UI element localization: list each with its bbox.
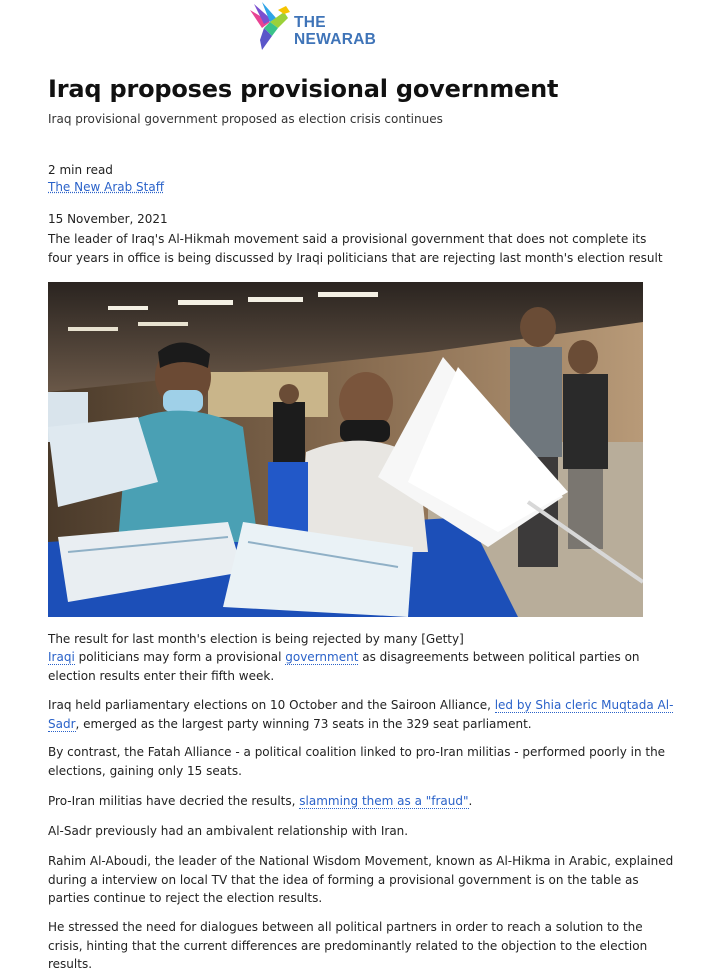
- paragraph-3: By contrast, the Fatah Alliance - a political coalition linked to pro-Iran militias - performed poorly in the elections, gaining only 15 seats.: [48, 745, 666, 778]
- article-title: Iraq proposes provisional government: [48, 75, 559, 103]
- paragraph-7: He stressed the need for dialogues between all political partners in order to reach a solution to the crisis, hinting that the current differences are predominantly related to the objection to the election results.: [48, 920, 648, 971]
- paragraph-4-text-a: Pro-Iran militias have decried the results,: [48, 794, 300, 808]
- paragraph-4: [48, 792, 678, 811]
- government-link[interactable]: government: [285, 650, 359, 664]
- al-sadr-link[interactable]: led by Shia cleric Muqtada Al-Sadr: [48, 698, 674, 731]
- paragraph-1-text-a: politicians may form a provisional: [74, 650, 286, 664]
- paragraph-6: Rahim Al-Aboudi, the leader of the National Wisdom Movement, known as Al-Hikma in Arabic, explained during a interview on local TV that the idea of forming a provisional government is on the table as parties continue to reject the election results.: [48, 854, 674, 905]
- paragraph-1: [48, 648, 678, 685]
- iraqi-link[interactable]: Iraqi: [48, 650, 75, 664]
- hummingbird-logo-icon: [248, 2, 292, 52]
- logo-text-line2: NEWARAB: [294, 31, 377, 48]
- paragraph-2-text-a: Iraq held parliamentary elections on 10 October and the Sairoon Alliance,: [48, 698, 495, 712]
- article-standfirst: The leader of Iraq's Al-Hikmah movement said a provisional government that does not complete its four years in office is being discussed by Iraqi politicians that are rejecting last month's election result: [48, 232, 663, 265]
- author-link[interactable]: The New Arab Staff: [48, 180, 164, 194]
- photo-caption: The result for last month's election is being rejected by many [Getty]: [48, 632, 464, 646]
- fraud-link[interactable]: slamming them as a "fraud": [299, 794, 469, 808]
- read-time: 2 min read: [48, 163, 113, 177]
- logo-text-line1: THE: [294, 14, 326, 31]
- paragraph-4-text-b: .: [468, 794, 473, 808]
- article-photo: [48, 282, 643, 617]
- paragraph-2-text-b: , emerged as the largest party winning 73 seats in the 329 seat parliament.: [75, 716, 532, 731]
- paragraph-5: Al-Sadr previously had an ambivalent relationship with Iran.: [48, 824, 409, 838]
- paragraph-1-text-b: as disagreements between political parties on election results enter their fifth week.: [48, 650, 640, 683]
- article-subtitle: Iraq provisional government proposed as election crisis continues: [48, 112, 443, 126]
- paragraph-2: [48, 696, 678, 733]
- vote-counting-photo: [48, 282, 643, 617]
- publish-date: 15 November, 2021: [48, 212, 168, 226]
- site-logo[interactable]: [248, 2, 388, 52]
